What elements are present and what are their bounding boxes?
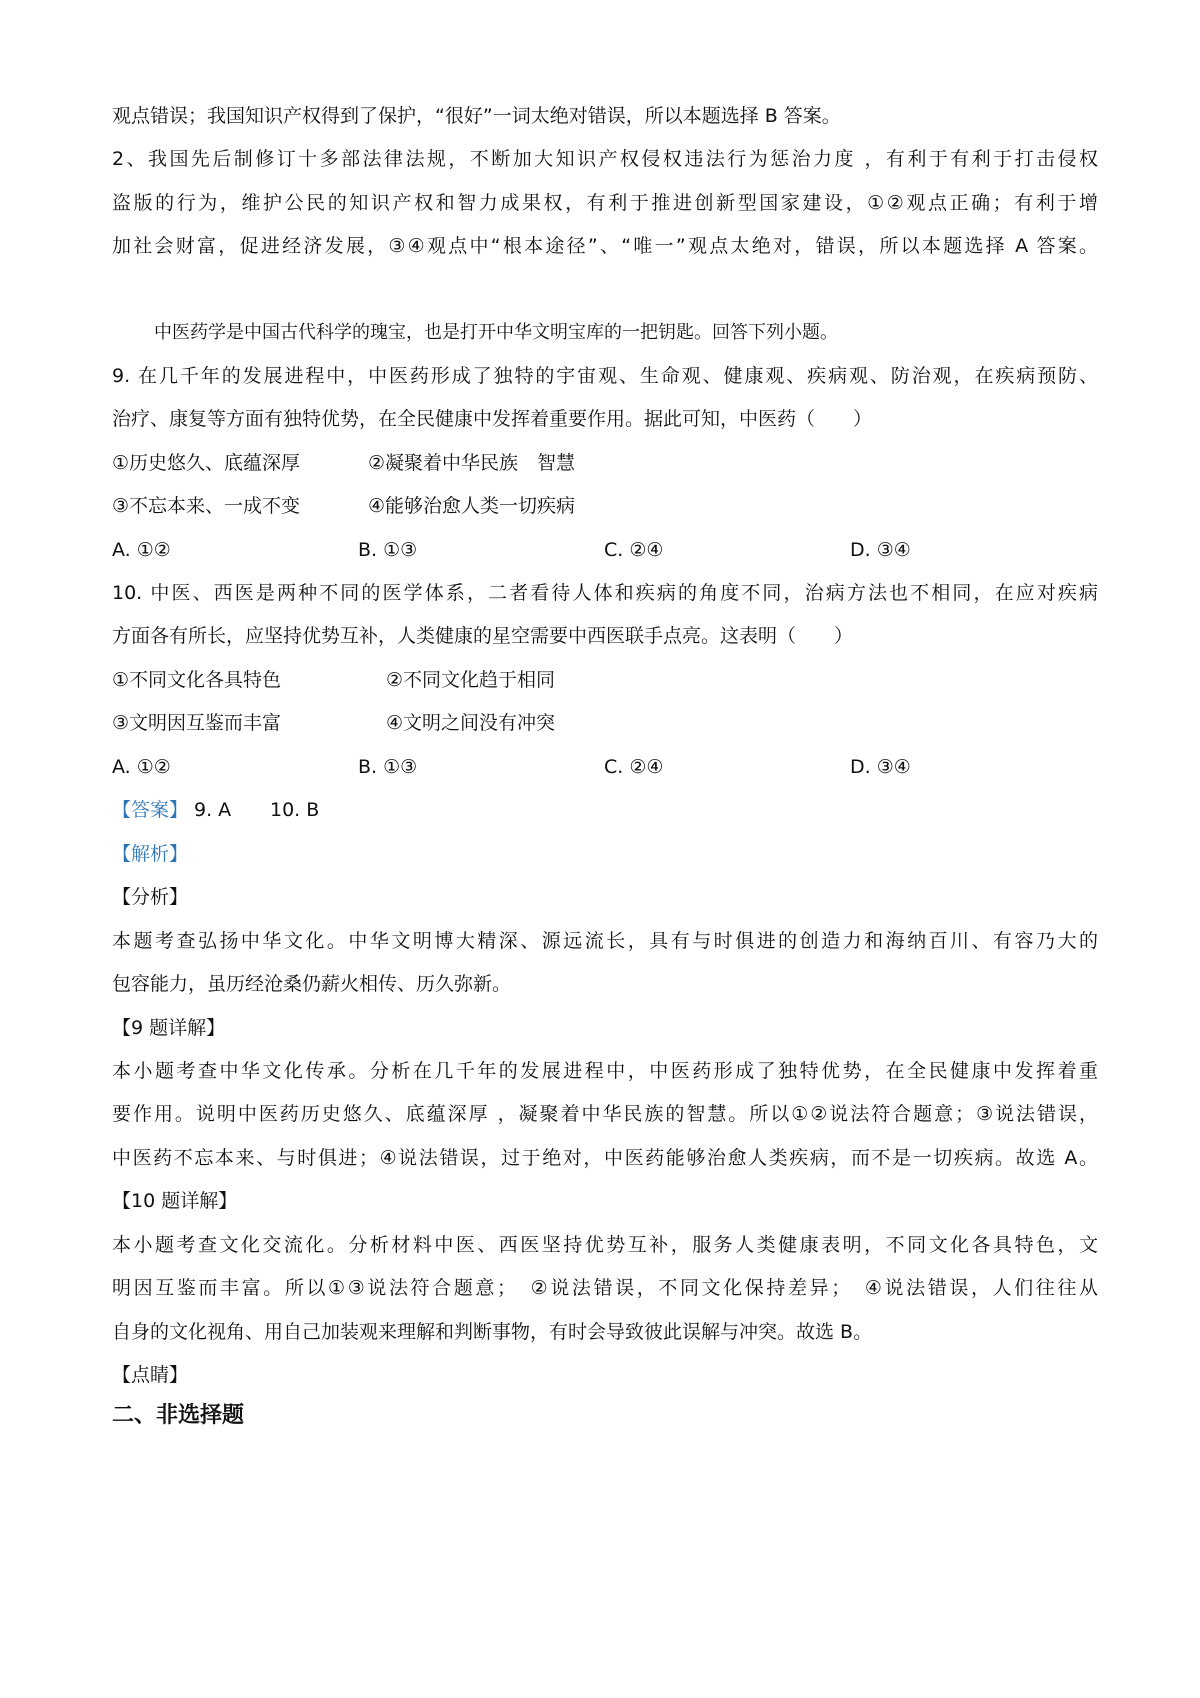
q10-option-c: C. ②④ [604, 756, 664, 778]
q10-statement-4: ④文明之间没有冲突 [386, 712, 556, 734]
q9-statement-4: ④能够治愈人类一切疾病 [368, 495, 576, 517]
dianjing-label: 【点睛】 [112, 1364, 189, 1386]
analysis-label: 【解析】 [112, 843, 189, 865]
q10-option-d: D. ③④ [850, 756, 911, 778]
q10-detail-line-2: 明因互鉴而丰富。所以①③说法符合题意； ②说法错误，不同文化保持差异； ④说法错误，人们往往从 [112, 1277, 1098, 1299]
prev-answer-line-3: 盗版的行为，维护公民的知识产权和智力成果权，有利于推进创新型国家建设，①②观点正确；有利于增 [112, 192, 1098, 214]
q10-detail-line-1: 本小题考查文化交流化。分析材料中医、西医坚持优势互补，服务人类健康表明，不同文化各具特色，文 [112, 1234, 1098, 1256]
q9-detail-line-3: 中医药不忘本来、与时俱进；④说法错误，过于绝对，中医药能够治愈人类疾病，而不是一切疾病。故选 A。 [112, 1147, 1098, 1169]
q9-detail-label: 【9 题详解】 [112, 1017, 226, 1039]
fenxi-line-2: 包容能力，虽历经沧桑仍薪火相传、历久弥新。 [112, 973, 512, 995]
answer-label: 【答案】 [112, 799, 189, 821]
q9-stem-line-1: 9. 在几千年的发展进程中，中医药形成了独特的宇宙观、生命观、健康观、疾病观、防治观，在疾病预防、 [112, 365, 1098, 387]
q9-option-b: B. ①③ [358, 539, 418, 561]
answer-10: 10. B [270, 799, 320, 821]
prev-answer-line-1: 观点错误；我国知识产权得到了保护，“很好”一词太绝对错误，所以本题选择 B 答案。 [112, 105, 841, 127]
q10-statement-1: ①不同文化各具特色 [112, 669, 282, 691]
q10-stem-line-2: 方面各有所长，应坚持优势互补，人类健康的星空需要中西医联手点亮。这表明（ ） [112, 625, 854, 647]
fenxi-label: 【分析】 [112, 886, 189, 908]
q9-statement-3: ③不忘本来、一成不变 [112, 495, 301, 517]
q10-statement-3: ③文明因互鉴而丰富 [112, 712, 282, 734]
section-heading: 二、非选择题 [112, 1403, 245, 1428]
q9-statement-2: ②凝聚着中华民族 智慧 [368, 452, 576, 474]
answer-9: 9. A [194, 799, 232, 821]
q10-statement-2: ②不同文化趋于相同 [386, 669, 556, 691]
q10-detail-label: 【10 题详解】 [112, 1190, 238, 1212]
q9-stem-line-2: 治疗、康复等方面有独特优势，在全民健康中发挥着重要作用。据此可知，中医药（ ） [112, 408, 873, 430]
prev-answer-line-2: 2、我国先后制修订十多部法律法规，不断加大知识产权侵权违法行为惩治力度 ，有利于有利于打击侵权 [112, 148, 1098, 170]
q9-option-c: C. ②④ [604, 539, 664, 561]
q9-option-d: D. ③④ [850, 539, 911, 561]
q10-detail-line-3: 自身的文化视角、用自己加装观来理解和判断事物，有时会导致彼此误解与冲突。故选 B。 [112, 1321, 873, 1343]
q10-option-b: B. ①③ [358, 756, 418, 778]
q9-option-a: A. ①② [112, 539, 171, 561]
prev-answer-line-4: 加社会财富，促进经济发展，③④观点中“根本途径”、“唯一”观点太绝对，错误，所以本题选择 A 答案。 [112, 235, 1098, 257]
fenxi-line-1: 本题考查弘扬中华文化。中华文明博大精深、源远流长，具有与时俱进的创造力和海纳百川、有容乃大的 [112, 930, 1098, 952]
material-text: 中医药学是中国古代科学的瑰宝，也是打开中华文明宝库的一把钥匙。回答下列小题。 [154, 322, 838, 343]
q10-stem-line-1: 10. 中医、西医是两种不同的医学体系，二者看待人体和疾病的角度不同，治病方法也不相同，在应对疾病 [112, 582, 1098, 604]
q9-detail-line-1: 本小题考查中华文化传承。分析在几千年的发展进程中，中医药形成了独特优势，在全民健康中发挥着重 [112, 1060, 1098, 1082]
q9-statement-1: ①历史悠久、底蕴深厚 [112, 452, 301, 474]
q10-option-a: A. ①② [112, 756, 171, 778]
q9-detail-line-2: 要作用。说明中医药历史悠久、底蕴深厚 ，凝聚着中华民族的智慧。所以①②说法符合题意；③说法错误， [112, 1103, 1098, 1125]
